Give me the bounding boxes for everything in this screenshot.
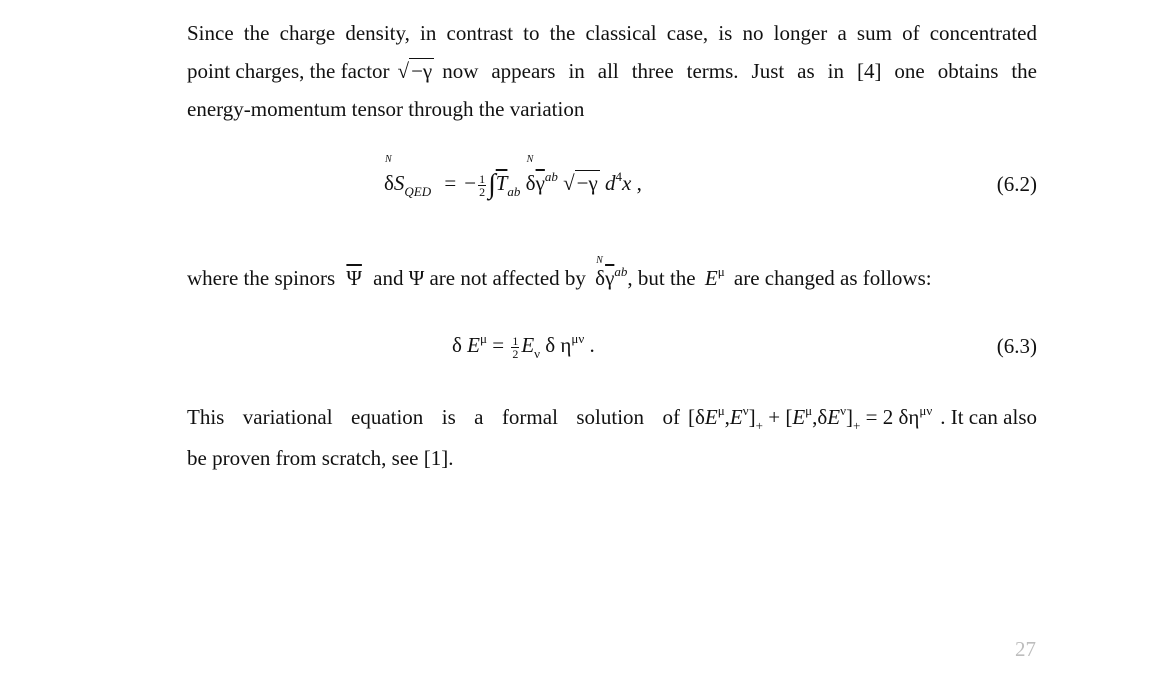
psi-bar-symbol: $\overline{\Psi}$ — [346, 266, 362, 290]
sqrt-minus-gamma-inline: √−γ — [397, 59, 433, 83]
delta-n-symbol: N δ — [384, 171, 394, 196]
paragraph-1-line-2-before: point charges, the factor — [187, 59, 390, 83]
page-number: 27 — [1015, 637, 1036, 661]
psi-symbol: Ψ — [408, 266, 425, 290]
e-mu-symbol: E — [704, 266, 718, 290]
equation-6-2: N $\delta S_{QED}$ = − $\frac{1}{2}$ $\int\overline{T}_{ab}$ N $\delta\overline{\gamma}^{ab}$ √−γ $d^4x$ , — [384, 166, 642, 198]
delta-gamma-symbol: N δ — [595, 259, 605, 297]
paragraph-1-line-1: Since the charge density, in contrast to the classical case, is no longer a sum of concentrated — [187, 21, 1037, 45]
paragraph-1-line-3: energy-momentum tensor through the variation — [187, 97, 585, 121]
anticommutator-equation: $[\delta E^\mu,E^\nu]_+ + [E^\mu,\delta E^\nu]_+ = 2$ $\delta\eta^{\mu\nu}$ — [687, 403, 933, 433]
paragraph-3-line-1 — [187, 398, 1037, 439]
paragraph-1 — [187, 14, 1037, 128]
equation-number-6-3: (6.3) — [996, 334, 1037, 358]
paragraph-3-line-1-after: . It can also — [940, 405, 1037, 429]
paragraph-2-part-4: , but the — [627, 266, 696, 290]
paragraph-3 — [187, 398, 1037, 477]
equation-6-3: δ $E^\mu$ = $\frac{1}{2}$ $E_\nu$ δ $\eta^{\mu\nu}$ . — [452, 331, 595, 361]
paragraph-2-part-3: are not affected by — [429, 266, 586, 290]
paragraph-1-line-2-after: now appears in all three terms. Just as in [4] one obtains the — [442, 59, 1037, 83]
paragraph-1-line-2 — [187, 52, 1037, 90]
equation-number-6-2: (6.2) — [996, 172, 1037, 196]
paragraph-2-part-2: and — [373, 266, 404, 290]
paragraph-2-part-5: are changed as follows: — [733, 266, 932, 290]
paragraph-2-part-1: where the spinors — [187, 266, 336, 290]
paragraph-3-line-1-before: This variational equation is a formal solution of — [187, 405, 680, 429]
paragraph-3-line-2: be proven from scratch, see [1]. — [187, 446, 454, 470]
paragraph-2: where the spinors $\overline{\Psi}$ and Ψ are not affected by N $\delta\overline{\gamma}^{ab}$, but the $E^\mu$ are changed as follows: — [187, 259, 1037, 300]
